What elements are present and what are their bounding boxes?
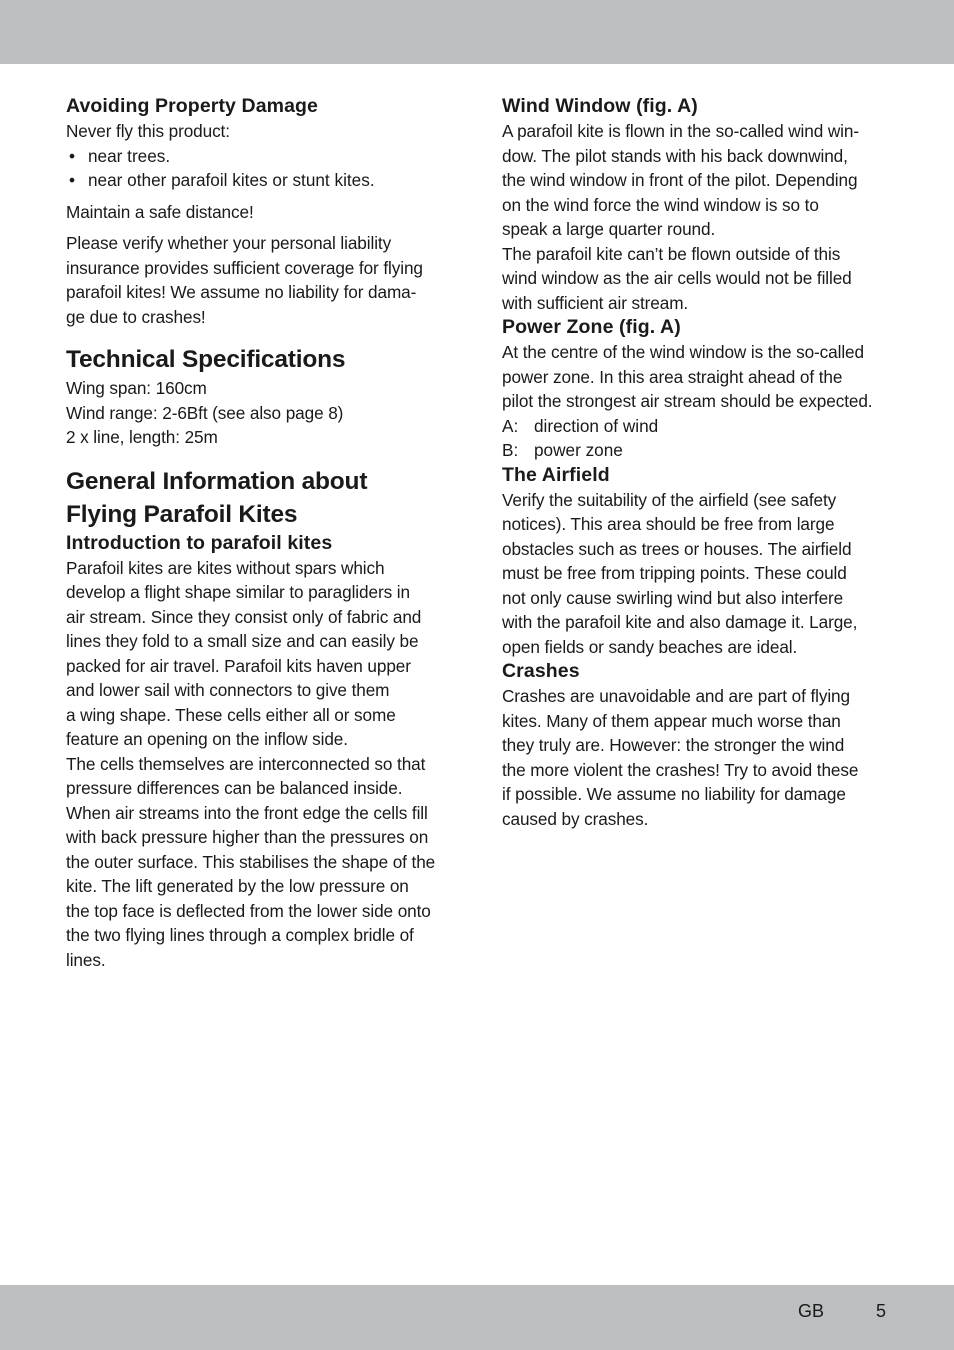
paragraph-line: the two flying lines through a complex bridle of [66,925,414,945]
insurance-paragraph [66,231,458,329]
property-damage-intro: Never fly this product: [66,121,230,141]
paragraph-line: kite. The lift generated by the low pressure on [66,876,409,896]
right-column [502,94,898,831]
paragraph-line: on the wind force the wind window is so to [502,194,819,215]
list-item: • near other parafoil kites or stunt kites. [66,168,458,193]
paragraph-line: caused by crashes. [502,808,649,829]
paragraph-line: pressure differences can be balanced inside. [66,778,403,798]
safe-distance-note: Maintain a safe distance! [66,201,254,222]
power-zone-section [502,315,898,463]
paragraph-line: and lower sail with connectors to give them [66,680,390,700]
figure-label-text: direction of wind [534,415,659,436]
paragraph-line: with the parafoil kite and also damage it. Large, [502,612,858,632]
paragraph-line: The cells themselves are interconnected so that [66,753,426,774]
paragraph-line: ge due to crashes! [66,306,206,327]
figure-label-row [502,414,898,439]
left-column [66,94,458,972]
figure-label-text: power zone [534,440,623,460]
paragraph-line: wind window as the air cells would not be filled [502,268,852,288]
paragraph-line: with back pressure higher than the pressures on [66,827,429,847]
airfield-heading: The Airfield [502,463,610,486]
paragraph-line: A parafoil kite is flown in the so-called wind win- [502,121,859,141]
paragraph-line: parafoil kites! We assume no liability for dama- [66,282,417,302]
paragraph-line: At the centre of the wind window is the so-called [502,342,864,362]
bullet-icon: • [69,145,76,166]
paragraph-line: Crashes are unavoidable and are part of flying [502,686,850,706]
paragraph-line: they truly are. However: the stronger the wind [502,735,845,755]
spec-line: 2 x line, length: 25m [66,427,218,447]
paragraph-line: the top face is deflected from the lower side onto [66,900,431,921]
power-zone-heading: Power Zone (fig. A) [502,316,681,338]
figure-label-key: A: [502,415,519,436]
technical-specifications-section [66,343,458,450]
paragraph-line: with sufficient air stream. [502,292,689,313]
airfield-section [502,463,898,660]
crashes-section [502,659,898,831]
paragraph-line: packed for air travel. Parafoil kits haven upper [66,655,411,676]
figure-label-row [502,438,898,463]
paragraph-line: obstacles such as trees or houses. The airfield [502,538,852,559]
property-damage-heading: Avoiding Property Damage [66,95,318,117]
general-information-section [66,465,458,973]
property-damage-section [66,94,458,329]
paragraph-line: not only cause swirling wind but also interfere [502,587,844,608]
introduction-paragraph [66,556,458,973]
paragraph-line: must be free from tripping points. These could [502,563,847,583]
page-number: 5 [876,1301,887,1321]
paragraph-line: Please verify whether your personal liability [66,233,392,253]
paragraph-line: The parafoil kite can’t be flown outside of this [502,243,841,264]
header-band [0,0,954,64]
paragraph-line: develop a flight shape similar to paragliders in [66,582,410,602]
paragraph-line: lines they fold to a small size and can easily be [66,631,419,651]
paragraph-line: a wing shape. These cells either all or some [66,704,396,725]
paragraph-line: the more violent the crashes! Try to avoid these [502,759,859,780]
general-information-heading-line-2: Flying Parafoil Kites [66,500,298,528]
paragraph-line: When air streams into the front edge the cells fill [66,802,428,823]
paragraph-line: air stream. Since they consist only of fabric and [66,606,422,627]
spec-line: Wind range: 2-6Bft (see also page 8) [66,402,344,423]
paragraph-line: feature an opening on the inflow side. [66,729,348,749]
list-item: • near trees. [66,144,458,169]
introduction-subheading: Introduction to parafoil kites [66,531,333,554]
paragraph-line: notices). This area should be free from large [502,514,835,534]
paragraph-line: pilot the strongest air stream should be expected. [502,391,873,411]
property-damage-list [66,144,458,193]
paragraph-line: insurance provides sufficient coverage for flying [66,257,423,278]
figure-label-key: B: [502,440,519,460]
wind-window-heading: Wind Window (fig. A) [502,95,698,117]
paragraph-line: the outer surface. This stabilises the shape of the [66,851,436,872]
technical-specifications-heading: Technical Specifications [66,346,346,373]
paragraph-line: if possible. We assume no liability for damage [502,784,846,804]
footer-language-code: GB [798,1301,825,1321]
paragraph-line: lines. [66,949,106,970]
general-information-heading-line-1: General Information about [66,467,368,495]
wind-window-section [502,94,898,315]
paragraph-line: Parafoil kites are kites without spars which [66,557,385,578]
paragraph-line: speak a large quarter round. [502,219,716,239]
spec-line: Wing span: 160cm [66,378,207,398]
paragraph-line: the wind window in front of the pilot. Depending [502,170,858,190]
crashes-heading: Crashes [502,660,580,682]
paragraph-line: power zone. In this area straight ahead of the [502,366,843,387]
bullet-icon: • [69,170,76,190]
paragraph-line: Verify the suitability of the airfield (see safety [502,489,837,510]
paragraph-line: kites. Many of them appear much worse than [502,710,841,731]
paragraph-line: dow. The pilot stands with his back downwind, [502,145,848,166]
paragraph-line: open fields or sandy beaches are ideal. [502,636,798,657]
